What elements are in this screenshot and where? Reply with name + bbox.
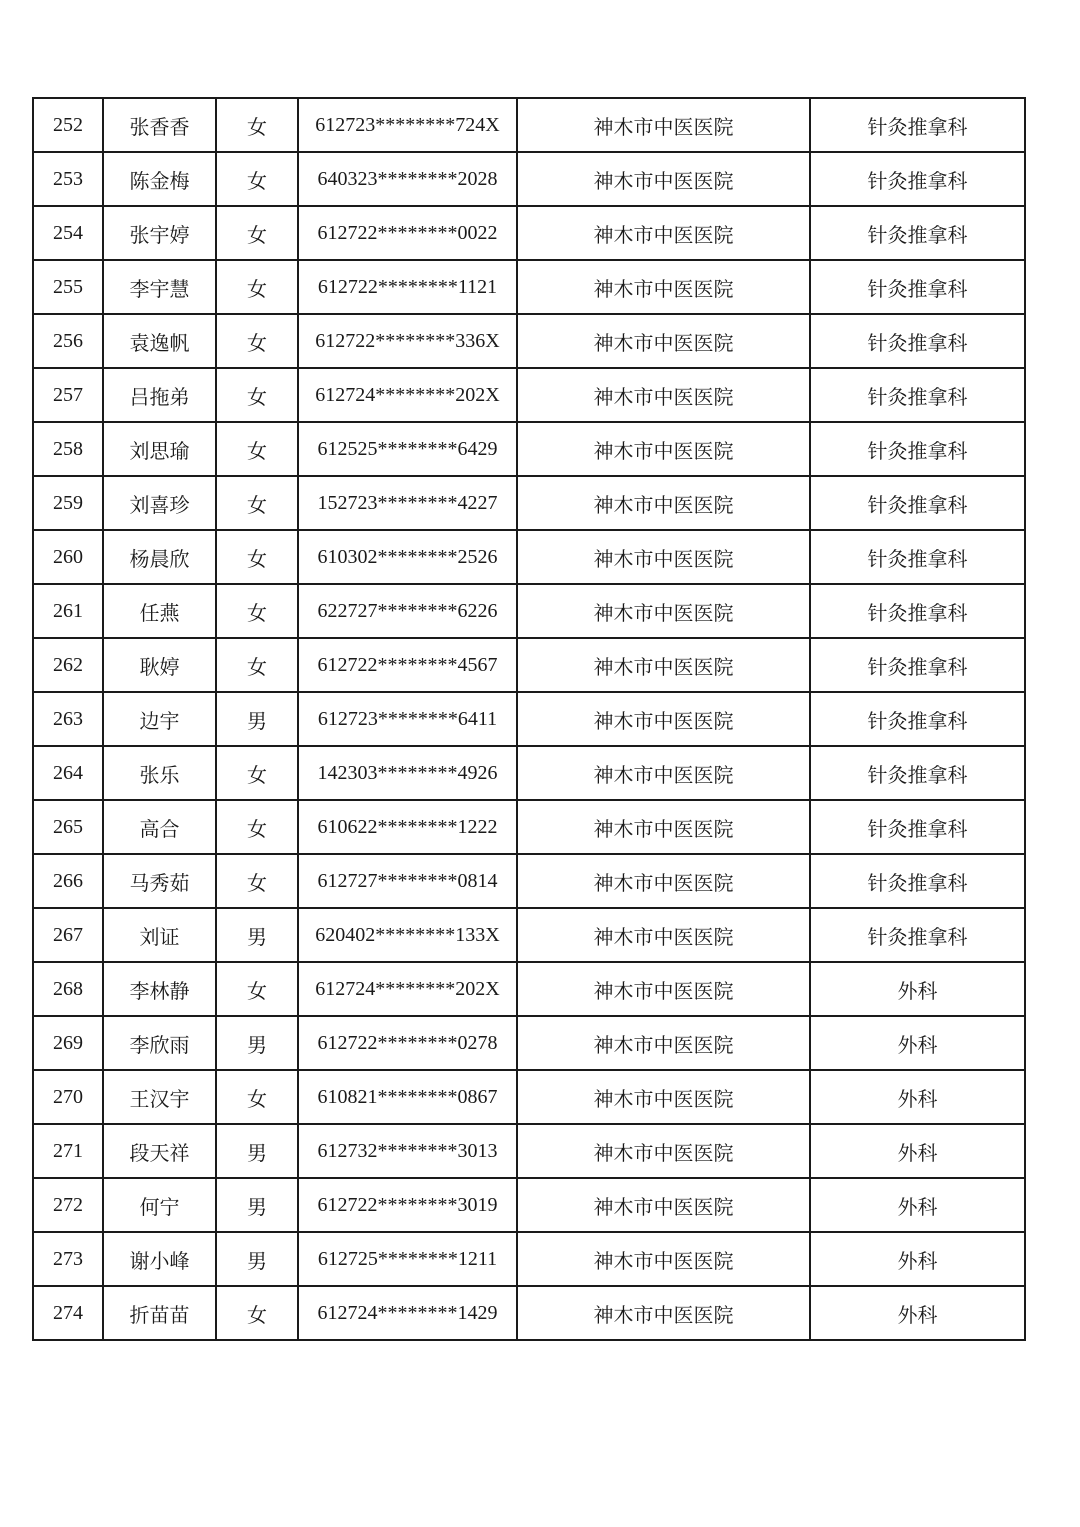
id-number-cell: 610302********2526	[298, 530, 517, 584]
hospital-cell: 神木市中医医院	[517, 530, 810, 584]
hospital-cell: 神木市中医医院	[517, 746, 810, 800]
row-number-cell: 266	[33, 854, 103, 908]
gender-cell: 女	[216, 584, 298, 638]
department-cell: 针灸推拿科	[810, 476, 1025, 530]
row-number-cell: 268	[33, 962, 103, 1016]
name-cell: 高合	[103, 800, 216, 854]
gender-cell: 男	[216, 692, 298, 746]
table-row	[33, 638, 1025, 692]
table-row	[33, 800, 1025, 854]
table-row	[33, 422, 1025, 476]
department-cell: 针灸推拿科	[810, 314, 1025, 368]
row-number-cell: 252	[33, 98, 103, 152]
name-cell: 袁逸帆	[103, 314, 216, 368]
name-cell: 张宇婷	[103, 206, 216, 260]
table-row	[33, 908, 1025, 962]
row-number-cell: 259	[33, 476, 103, 530]
table-row	[33, 584, 1025, 638]
hospital-cell: 神木市中医医院	[517, 692, 810, 746]
department-cell: 针灸推拿科	[810, 152, 1025, 206]
department-cell: 针灸推拿科	[810, 206, 1025, 260]
gender-cell: 女	[216, 962, 298, 1016]
row-number-cell: 273	[33, 1232, 103, 1286]
name-cell: 谢小峰	[103, 1232, 216, 1286]
table-row	[33, 152, 1025, 206]
table-row	[33, 1178, 1025, 1232]
hospital-cell: 神木市中医医院	[517, 638, 810, 692]
hospital-cell: 神木市中医医院	[517, 1232, 810, 1286]
table-row	[33, 1286, 1025, 1340]
id-number-cell: 142303********4926	[298, 746, 517, 800]
hospital-cell: 神木市中医医院	[517, 800, 810, 854]
id-number-cell: 612722********4567	[298, 638, 517, 692]
department-cell: 针灸推拿科	[810, 530, 1025, 584]
id-number-cell: 612723********724X	[298, 98, 517, 152]
table-row	[33, 1124, 1025, 1178]
id-number-cell: 640323********2028	[298, 152, 517, 206]
name-cell: 段天祥	[103, 1124, 216, 1178]
hospital-cell: 神木市中医医院	[517, 98, 810, 152]
table-row	[33, 98, 1025, 152]
gender-cell: 女	[216, 260, 298, 314]
department-cell: 外科	[810, 1232, 1025, 1286]
name-cell: 王汉宇	[103, 1070, 216, 1124]
row-number-cell: 254	[33, 206, 103, 260]
name-cell: 李宇慧	[103, 260, 216, 314]
table-row	[33, 1016, 1025, 1070]
gender-cell: 男	[216, 1232, 298, 1286]
gender-cell: 女	[216, 1286, 298, 1340]
id-number-cell: 610622********1222	[298, 800, 517, 854]
row-number-cell: 269	[33, 1016, 103, 1070]
name-cell: 边宇	[103, 692, 216, 746]
row-number-cell: 274	[33, 1286, 103, 1340]
department-cell: 针灸推拿科	[810, 854, 1025, 908]
department-cell: 针灸推拿科	[810, 638, 1025, 692]
id-number-cell: 612525********6429	[298, 422, 517, 476]
department-cell: 外科	[810, 962, 1025, 1016]
name-cell: 马秀茹	[103, 854, 216, 908]
department-cell: 外科	[810, 1178, 1025, 1232]
hospital-cell: 神木市中医医院	[517, 314, 810, 368]
table-row	[33, 260, 1025, 314]
gender-cell: 女	[216, 152, 298, 206]
gender-cell: 女	[216, 530, 298, 584]
name-cell: 张乐	[103, 746, 216, 800]
hospital-cell: 神木市中医医院	[517, 1124, 810, 1178]
roster-table	[32, 97, 1026, 1341]
row-number-cell: 264	[33, 746, 103, 800]
hospital-cell: 神木市中医医院	[517, 152, 810, 206]
id-number-cell: 612732********3013	[298, 1124, 517, 1178]
id-number-cell: 622727********6226	[298, 584, 517, 638]
department-cell: 外科	[810, 1286, 1025, 1340]
department-cell: 外科	[810, 1016, 1025, 1070]
row-number-cell: 262	[33, 638, 103, 692]
table-row	[33, 692, 1025, 746]
department-cell: 针灸推拿科	[810, 692, 1025, 746]
hospital-cell: 神木市中医医院	[517, 1286, 810, 1340]
name-cell: 耿婷	[103, 638, 216, 692]
department-cell: 针灸推拿科	[810, 584, 1025, 638]
row-number-cell: 265	[33, 800, 103, 854]
hospital-cell: 神木市中医医院	[517, 422, 810, 476]
row-number-cell: 257	[33, 368, 103, 422]
table-row	[33, 962, 1025, 1016]
gender-cell: 女	[216, 98, 298, 152]
gender-cell: 女	[216, 476, 298, 530]
id-number-cell: 620402********133X	[298, 908, 517, 962]
gender-cell: 女	[216, 854, 298, 908]
id-number-cell: 612723********6411	[298, 692, 517, 746]
id-number-cell: 612725********1211	[298, 1232, 517, 1286]
id-number-cell: 612724********1429	[298, 1286, 517, 1340]
name-cell: 李欣雨	[103, 1016, 216, 1070]
department-cell: 针灸推拿科	[810, 422, 1025, 476]
table-row	[33, 530, 1025, 584]
name-cell: 刘思瑜	[103, 422, 216, 476]
name-cell: 刘证	[103, 908, 216, 962]
id-number-cell: 612722********3019	[298, 1178, 517, 1232]
table-row	[33, 746, 1025, 800]
hospital-cell: 神木市中医医院	[517, 206, 810, 260]
department-cell: 外科	[810, 1124, 1025, 1178]
hospital-cell: 神木市中医医院	[517, 1016, 810, 1070]
row-number-cell: 263	[33, 692, 103, 746]
roster-table-body	[33, 98, 1025, 1340]
row-number-cell: 261	[33, 584, 103, 638]
id-number-cell: 612724********202X	[298, 962, 517, 1016]
hospital-cell: 神木市中医医院	[517, 854, 810, 908]
name-cell: 张香香	[103, 98, 216, 152]
hospital-cell: 神木市中医医院	[517, 584, 810, 638]
id-number-cell: 612722********1121	[298, 260, 517, 314]
name-cell: 刘喜珍	[103, 476, 216, 530]
name-cell: 杨晨欣	[103, 530, 216, 584]
name-cell: 折苗苗	[103, 1286, 216, 1340]
department-cell: 针灸推拿科	[810, 908, 1025, 962]
row-number-cell: 271	[33, 1124, 103, 1178]
name-cell: 何宁	[103, 1178, 216, 1232]
gender-cell: 女	[216, 638, 298, 692]
department-cell: 针灸推拿科	[810, 368, 1025, 422]
gender-cell: 女	[216, 314, 298, 368]
id-number-cell: 152723********4227	[298, 476, 517, 530]
gender-cell: 男	[216, 1016, 298, 1070]
row-number-cell: 267	[33, 908, 103, 962]
table-row	[33, 476, 1025, 530]
table-row	[33, 206, 1025, 260]
id-number-cell: 612722********336X	[298, 314, 517, 368]
table-row	[33, 314, 1025, 368]
gender-cell: 男	[216, 1124, 298, 1178]
table-row	[33, 1070, 1025, 1124]
row-number-cell: 253	[33, 152, 103, 206]
gender-cell: 女	[216, 368, 298, 422]
id-number-cell: 610821********0867	[298, 1070, 517, 1124]
gender-cell: 女	[216, 1070, 298, 1124]
id-number-cell: 612722********0278	[298, 1016, 517, 1070]
hospital-cell: 神木市中医医院	[517, 260, 810, 314]
hospital-cell: 神木市中医医院	[517, 908, 810, 962]
id-number-cell: 612724********202X	[298, 368, 517, 422]
department-cell: 针灸推拿科	[810, 746, 1025, 800]
row-number-cell: 256	[33, 314, 103, 368]
hospital-cell: 神木市中医医院	[517, 1070, 810, 1124]
row-number-cell: 260	[33, 530, 103, 584]
id-number-cell: 612722********0022	[298, 206, 517, 260]
name-cell: 李林静	[103, 962, 216, 1016]
department-cell: 针灸推拿科	[810, 800, 1025, 854]
row-number-cell: 255	[33, 260, 103, 314]
gender-cell: 男	[216, 1178, 298, 1232]
table-row	[33, 1232, 1025, 1286]
gender-cell: 女	[216, 800, 298, 854]
id-number-cell: 612727********0814	[298, 854, 517, 908]
name-cell: 陈金梅	[103, 152, 216, 206]
table-row	[33, 368, 1025, 422]
gender-cell: 女	[216, 746, 298, 800]
hospital-cell: 神木市中医医院	[517, 476, 810, 530]
table-row	[33, 854, 1025, 908]
row-number-cell: 258	[33, 422, 103, 476]
gender-cell: 女	[216, 206, 298, 260]
hospital-cell: 神木市中医医院	[517, 368, 810, 422]
hospital-cell: 神木市中医医院	[517, 962, 810, 1016]
name-cell: 任燕	[103, 584, 216, 638]
row-number-cell: 272	[33, 1178, 103, 1232]
hospital-cell: 神木市中医医院	[517, 1178, 810, 1232]
name-cell: 吕拖弟	[103, 368, 216, 422]
department-cell: 针灸推拿科	[810, 98, 1025, 152]
department-cell: 针灸推拿科	[810, 260, 1025, 314]
gender-cell: 女	[216, 422, 298, 476]
department-cell: 外科	[810, 1070, 1025, 1124]
gender-cell: 男	[216, 908, 298, 962]
row-number-cell: 270	[33, 1070, 103, 1124]
